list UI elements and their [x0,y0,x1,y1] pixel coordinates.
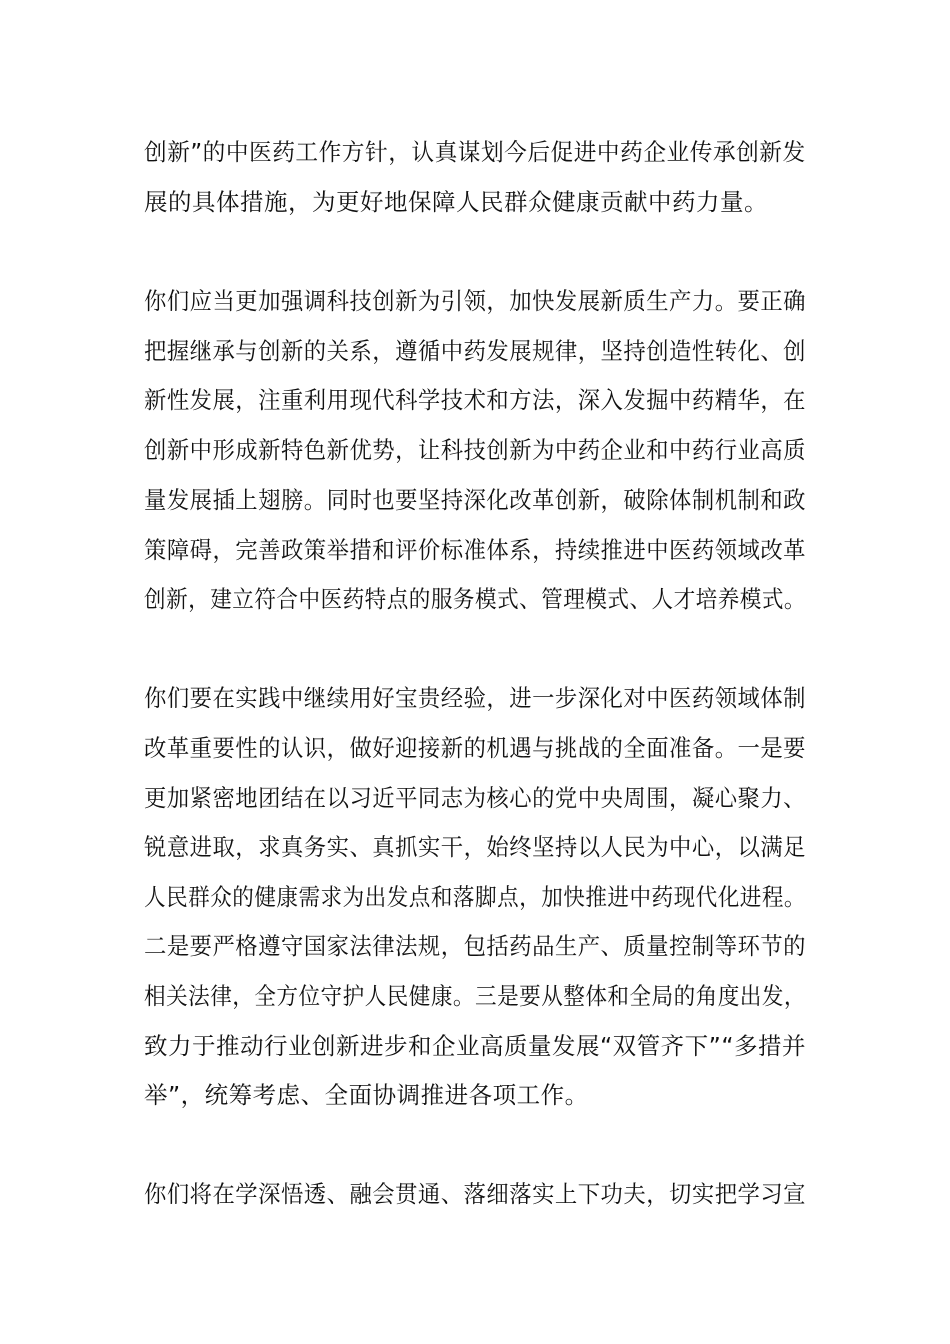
paragraph-2-line-3: 新性发展，注重利用现代科学技术和方法，深入发掘中药精华，在 [144,386,806,414]
paragraph-4-line-1: 你们将在学深悟透、融会贯通、落细落实上下功夫，切实把学习宣 [144,1180,806,1208]
paragraph-3-line-4: 锐意进取，求真务实、真抓实干，始终坚持以人民为中心，以满足 [144,833,806,861]
paragraph-2-line-5: 量发展插上翅膀。同时也要坚持深化改革创新，破除体制机制和政 [144,486,806,514]
paragraph-2-line-4: 创新中形成新特色新优势，让科技创新为中药企业和中药行业高质 [144,436,806,464]
paragraph-3-line-7: 相关法律，全方位守护人民健康。三是要从整体和全局的角度出发， [144,982,806,1010]
paragraph-1-line-1: 创新”的中医药工作方针，认真谋划今后促进中药企业传承创新发 [144,138,806,166]
paragraph-2-line-2: 把握继承与创新的关系，遵循中药发展规律，坚持创造性转化、创 [144,337,806,365]
paragraph-2-line-7: 创新，建立符合中医药特点的服务模式、管理模式、人才培养模式。 [144,585,806,613]
paragraph-2-line-6: 策障碍，完善政策举措和评价标准体系，持续推进中医药领域改革 [144,536,806,564]
paragraph-3-line-5: 人民群众的健康需求为出发点和落脚点，加快推进中药现代化进程。 [144,883,806,911]
paragraph-3-line-3: 更加紧密地团结在以习近平同志为核心的党中央周围，凝心聚力、 [144,784,806,812]
paragraph-3-line-8: 致力于推动行业创新进步和企业高质量发展“双管齐下”“多措并 [144,1032,807,1060]
paragraph-1-line-2: 展的具体措施，为更好地保障人民群众健康贡献中药力量。 [144,188,768,216]
paragraph-3-line-1: 你们要在实践中继续用好宝贵经验，进一步深化对中医药领域体制 [144,684,806,712]
paragraph-2-line-1: 你们应当更加强调科技创新为引领，加快发展新质生产力。要正确 [144,287,806,315]
paragraph-3-line-9: 举”，统筹考虑、全面协调推进各项工作。 [144,1081,589,1109]
paragraph-3-line-2: 改革重要性的认识，做好迎接新的机遇与挑战的全面准备。一是要 [144,734,806,762]
paragraph-3-line-6: 二是要严格遵守国家法律法规，包括药品生产、质量控制等环节的 [144,932,806,960]
